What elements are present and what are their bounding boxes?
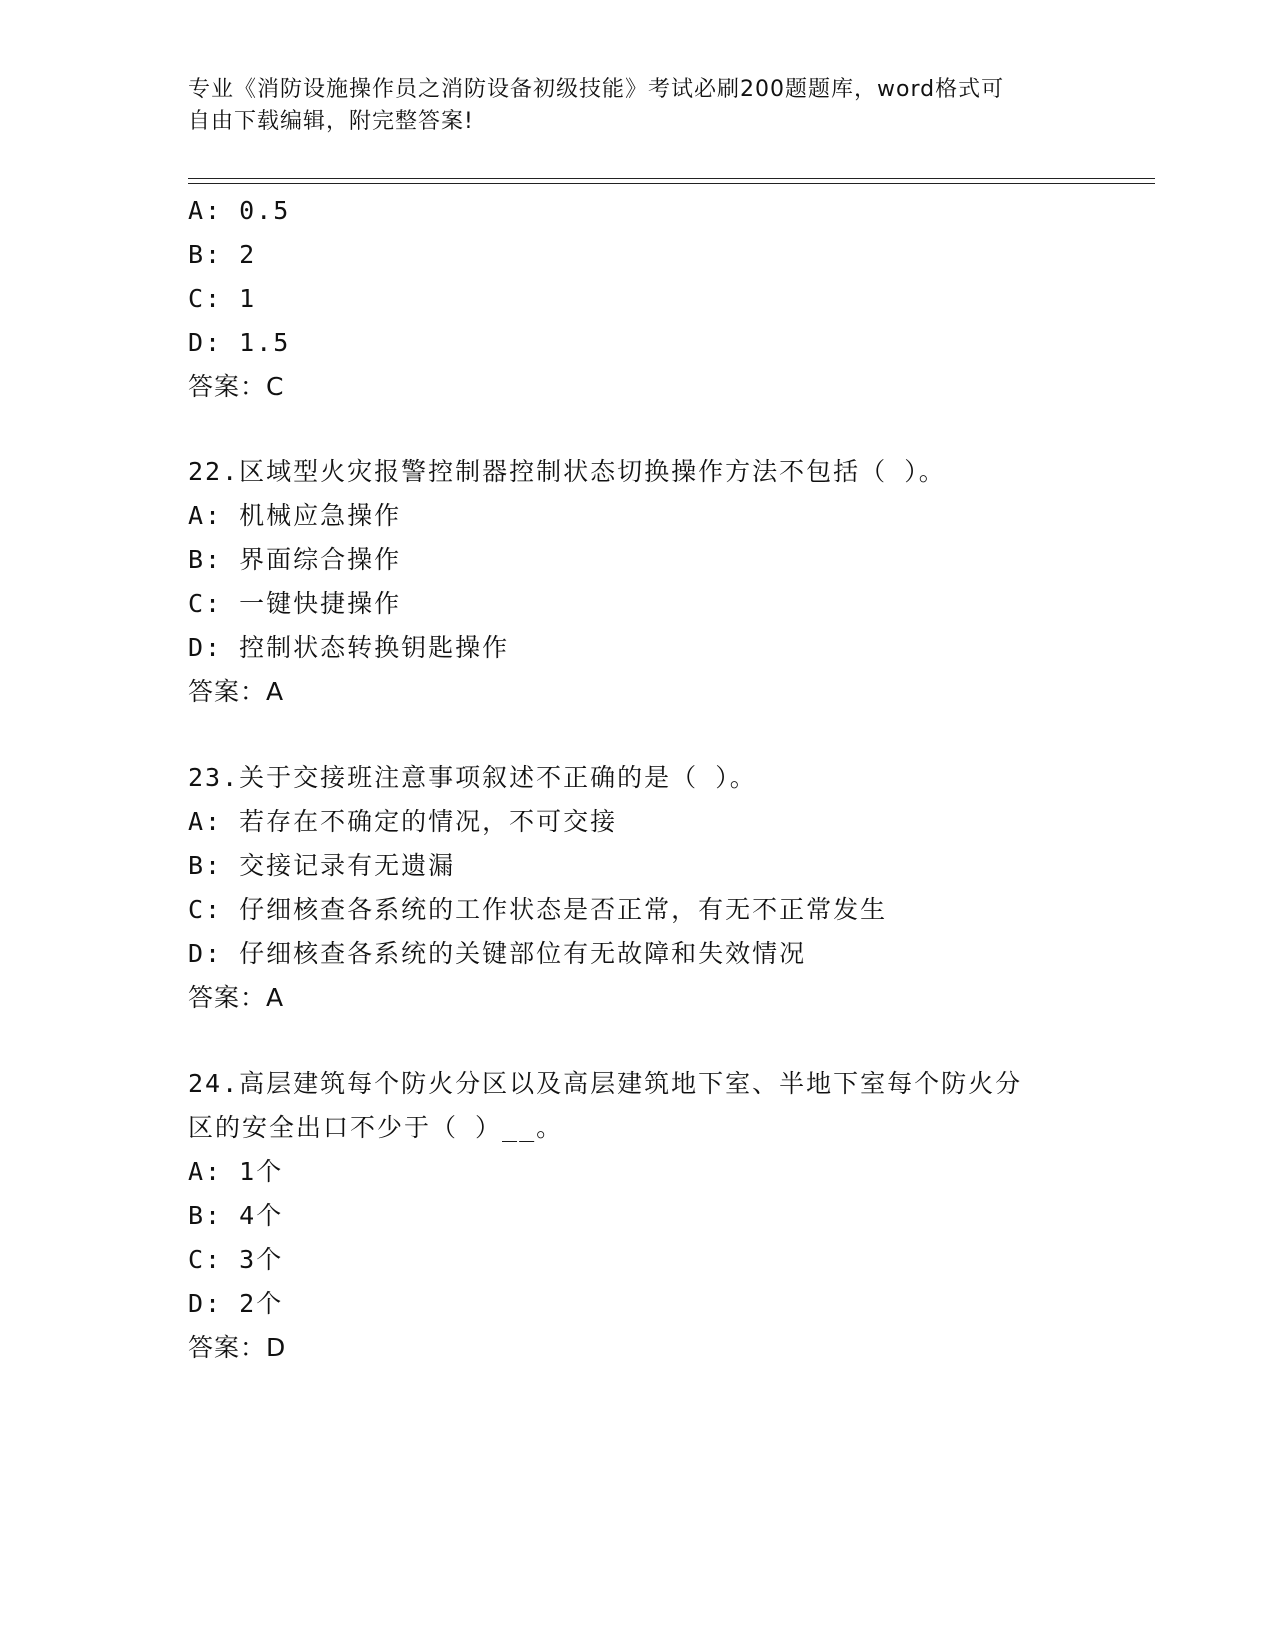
header-divider-bottom xyxy=(188,183,1155,184)
option-a: A: 0.5 xyxy=(188,196,291,225)
answer: 答案：A xyxy=(188,677,285,706)
option-c: C: 1 xyxy=(188,284,257,313)
option-c: C: 仔细核查各系统的工作状态是否正常，有无不正常发生 xyxy=(188,895,888,924)
header-divider-top xyxy=(188,178,1155,179)
option-a: A: 1个 xyxy=(188,1157,284,1186)
option-b: B: 界面综合操作 xyxy=(188,545,402,574)
question-stem: 22.区域型火灾报警控制器控制状态切换操作方法不包括（ ）。 xyxy=(188,457,946,486)
option-a: A: 机械应急操作 xyxy=(188,501,402,530)
question-stem-line-2: 区的安全出口不少于（ ）__。 xyxy=(188,1113,564,1142)
answer: 答案：A xyxy=(188,983,285,1012)
option-c: C: 3个 xyxy=(188,1245,284,1274)
document-header xyxy=(188,74,1088,138)
option-d: D: 控制状态转换钥匙操作 xyxy=(188,633,510,662)
option-b: B: 2 xyxy=(188,240,257,269)
header-line-2: 自由下载编辑，附完整答案! xyxy=(188,109,474,134)
question-stem-line-1: 24.高层建筑每个防火分区以及高层建筑地下室、半地下室每个防火分 xyxy=(188,1069,1023,1098)
option-d: D: 2个 xyxy=(188,1289,284,1318)
option-d: D: 1.5 xyxy=(188,328,291,357)
answer: 答案：C xyxy=(188,372,285,401)
answer: 答案：D xyxy=(188,1333,287,1362)
option-b: B: 4个 xyxy=(188,1201,284,1230)
option-a: A: 若存在不确定的情况，不可交接 xyxy=(188,807,618,836)
question-stem: 23.关于交接班注意事项叙述不正确的是（ ）。 xyxy=(188,763,757,792)
option-c: C: 一键快捷操作 xyxy=(188,589,402,618)
option-d: D: 仔细核查各系统的关键部位有无故障和失效情况 xyxy=(188,939,807,968)
option-b: B: 交接记录有无遗漏 xyxy=(188,851,456,880)
header-line-1: 专业《消防设施操作员之消防设备初级技能》考试必刷200题题库，word格式可 xyxy=(188,77,1005,102)
